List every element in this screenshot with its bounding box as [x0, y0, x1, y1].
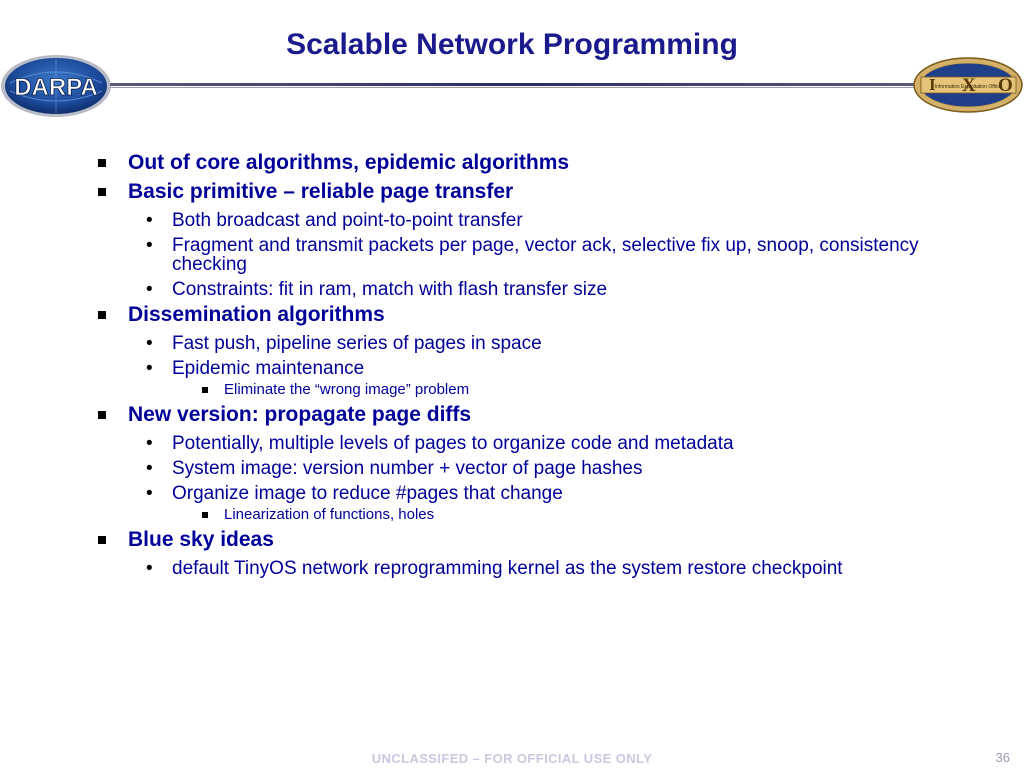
dot-bullet-icon: •	[146, 333, 153, 354]
bullet-text: Potentially, multiple levels of pages to organize code and metadata	[172, 433, 734, 454]
square-bullet-icon	[98, 411, 106, 419]
bullet-text: Both broadcast and point-to-point transfer	[172, 210, 523, 231]
bullet-text: default TinyOS network reprogramming kernel as the system restore checkpoint	[172, 558, 843, 579]
page-title: Scalable Network Programming	[286, 28, 738, 61]
small-square-bullet-icon	[202, 512, 208, 518]
bullet-text: Blue sky ideas	[128, 528, 274, 551]
square-bullet-icon	[98, 536, 106, 544]
bullet-text: System image: version number + vector of page hashes	[172, 458, 643, 479]
classification-footer: UNCLASSIFED – FOR OFFICIAL USE ONLY	[371, 751, 653, 766]
bullet-level2	[96, 559, 976, 578]
bullet-level2	[96, 211, 976, 230]
bullet-text: Eliminate the “wrong image” problem	[224, 381, 470, 398]
bullet-text: Basic primitive – reliable page transfer	[128, 180, 514, 203]
square-bullet-icon	[98, 188, 106, 196]
bullet-level2	[96, 334, 976, 353]
darpa-logo	[0, 53, 112, 119]
bullet-level3	[96, 381, 976, 399]
dot-bullet-icon: •	[146, 358, 153, 379]
bullet-list	[96, 150, 976, 578]
bullet-level2	[96, 434, 976, 453]
bullet-level3	[96, 506, 976, 524]
bullet-level2	[96, 280, 976, 299]
bullet-text: Constraints: fit in ram, match with flash transfer size	[172, 279, 608, 300]
header-divider	[110, 83, 918, 86]
header-divider-shadow	[110, 87, 918, 88]
svg-text:O: O	[998, 75, 1013, 96]
dot-bullet-icon: •	[146, 433, 153, 454]
page-number: 36	[995, 750, 1010, 765]
dot-bullet-icon: •	[146, 483, 153, 504]
bullet-level2	[96, 484, 976, 503]
bullet-level1	[96, 179, 976, 205]
bullet-level2	[96, 359, 976, 378]
ixo-logo	[913, 57, 1024, 113]
bullet-level1	[96, 527, 976, 553]
dot-bullet-icon: •	[146, 458, 153, 479]
bullet-level1	[96, 150, 976, 176]
bullet-level1	[96, 302, 976, 328]
small-square-bullet-icon	[202, 387, 208, 393]
bullet-level2	[96, 459, 976, 478]
bullet-text: Organize image to reduce #pages that change	[172, 483, 563, 504]
square-bullet-icon	[98, 159, 106, 167]
bullet-text: Out of core algorithms, epidemic algorithms	[128, 151, 570, 174]
bullet-text: Linearization of functions, holes	[224, 506, 435, 523]
svg-text:X: X	[962, 75, 976, 96]
svg-text:DARPA: DARPA	[14, 74, 98, 101]
square-bullet-icon	[98, 311, 106, 319]
bullet-text: Dissemination algorithms	[128, 303, 385, 326]
bullet-text: New version: propagate page diffs	[128, 403, 472, 426]
svg-text:I: I	[929, 75, 936, 94]
bullet-text: Fragment and transmit packets per page, vector ack, selective fix up, snoop, consistency checking	[172, 235, 919, 275]
dot-bullet-icon: •	[146, 279, 153, 300]
dot-bullet-icon: •	[146, 210, 153, 231]
bullet-level1	[96, 402, 976, 428]
dot-bullet-icon: •	[146, 235, 153, 256]
bullet-text: Epidemic maintenance	[172, 358, 365, 379]
svg-text:Information Exploitation Offic: Information Exploitation Office	[934, 84, 1002, 90]
bullet-level2	[96, 236, 976, 274]
dot-bullet-icon: •	[146, 558, 153, 579]
bullet-text: Fast push, pipeline series of pages in space	[172, 333, 542, 354]
